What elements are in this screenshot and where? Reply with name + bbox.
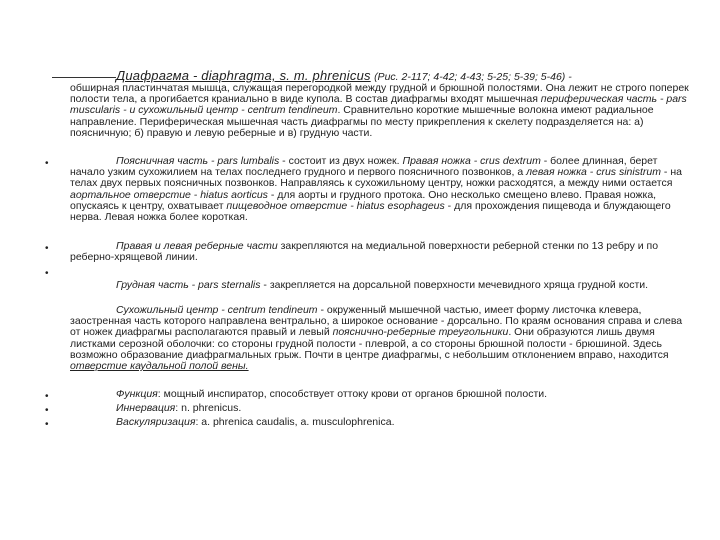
vascularization-line <box>70 417 690 428</box>
lumbar-text: - для прохождения пищевода и блуждающего нерва. Левая ножка более короткая. <box>70 199 671 224</box>
title-figure-references: (Рис. 2-117; 4-42; 4-43; 5-25; 5-39; 5-46) - <box>374 71 572 83</box>
tendon-text: - окруженный мышечной частью, имеет форму листочка клевера, заостренная часть которого направлена вентрально, а широкое основание - дорсально. По краям основания справа и слева от ножек диафрагмы располагаются правый и левый <box>70 304 683 339</box>
lumbar-heading: Поясничная часть - pars lumbalis <box>116 155 280 167</box>
lumbar-text: - для аорты и грудного протока. Оно несколько смещено влево. Правая ножка, опускаясь к центру, охватывает <box>70 188 657 212</box>
innervation-label: Иннервация <box>116 402 176 414</box>
sternal-paragraph <box>70 280 690 291</box>
lumbocostal-term-part: поясничн <box>332 326 378 339</box>
function-label: Функция <box>116 388 158 400</box>
tendon-text: . Они образуются лишь двумя листками серозной оболочки: со стороны грудной полости - плеврой, а со стороны брюшной полости - брюшиной. Здесь возможно образование диафрагмальных грыж. Почти в центре диафрагмы, с небольшим отклонением вправо, находится <box>70 326 669 361</box>
left-crus-term: левая ножка - crus sinistrum <box>526 166 661 179</box>
sternal-heading: Грудная часть - pars sternalis <box>116 279 261 291</box>
costal-heading: Правая и левая реберные части <box>116 240 278 252</box>
intro-text: обширная пластинчатая мышца, служащая перегородкой между грудной и брюшной полостями. Она лежит не строго поперек полости тела, а прогибается краниально в виде купола. В состав диафрагмы входят мышечная <box>70 82 689 106</box>
function-text: : мощный инспиратор, способствует оттоку крови от органов брюшной полости. <box>157 388 548 400</box>
costal-paragraph <box>70 241 690 263</box>
intro-text-end: . Сравнительно короткие мышечные волокна имеют радиальное направление. Периферическая мышечная часть диафрагмы по месту прикрепления к скелету подразделяется на: а) поясничную; б) правую и левую реберные и в) грудную части. <box>70 104 654 139</box>
intro-paragraph <box>70 83 690 139</box>
bullet-marker: • <box>45 405 49 416</box>
function-line <box>70 389 690 400</box>
innervation-text: : n. phrenicus. <box>175 402 242 414</box>
bullet-marker: • <box>45 419 49 430</box>
tendon-heading: Сухожильный центр - centrum tendineum <box>116 304 318 316</box>
bullet-marker: • <box>45 158 49 169</box>
tendon-paragraph <box>70 305 690 372</box>
bullet-marker: • <box>45 268 49 279</box>
bullet-marker: • <box>45 391 49 402</box>
lumbar-text: - на телах двух первых поясничных позвонков. Направляясь к сухожильному центру, ножки расходятся, а между ними остается <box>70 166 682 190</box>
right-crus-term: Правая ножка - crus dextrum <box>402 155 541 167</box>
caval-foramen-term: отверстие каудальной полой вены. <box>70 360 249 373</box>
aortic-hiatus-term: аортальное отверстие - hiatus aorticus <box>70 188 268 201</box>
title-main: Диафрагма - diaphragma, s. m. phrenicus <box>116 68 371 83</box>
lumbocostal-term-part: о- <box>377 326 388 339</box>
title-rule <box>52 77 116 78</box>
lumbocostal-term-part: реберные треугольники <box>387 326 509 339</box>
vascularization-text: : a. phrenica caudalis, a. musculophrenica. <box>195 416 395 428</box>
lumbar-text: - более длинная, берет начало узким сухожилием на телах последнего грудного и первого поясничного позвонков, а <box>70 155 658 179</box>
esophageal-hiatus-term: пищеводное отверстие - hiatus esophageus <box>226 199 445 212</box>
lumbar-text: - состоит из двух ножек. <box>279 155 403 167</box>
bullet-marker: • <box>45 243 49 254</box>
innervation-line <box>70 403 690 414</box>
sternal-text: - закрепляется на дорсальной поверхности мечевидного хряща грудной кости. <box>260 279 649 291</box>
vascularization-label: Васкуляризация <box>116 416 196 428</box>
lumbar-paragraph <box>70 156 690 223</box>
costal-text: закрепляются на медиальной поверхности реберной стенки по 13 ребру и по реберно-хрящевой линии. <box>70 240 659 264</box>
intro-italic-terms: периферическая часть - pars muscularis - и сухожильный центр - centrum tendineum <box>70 93 687 117</box>
